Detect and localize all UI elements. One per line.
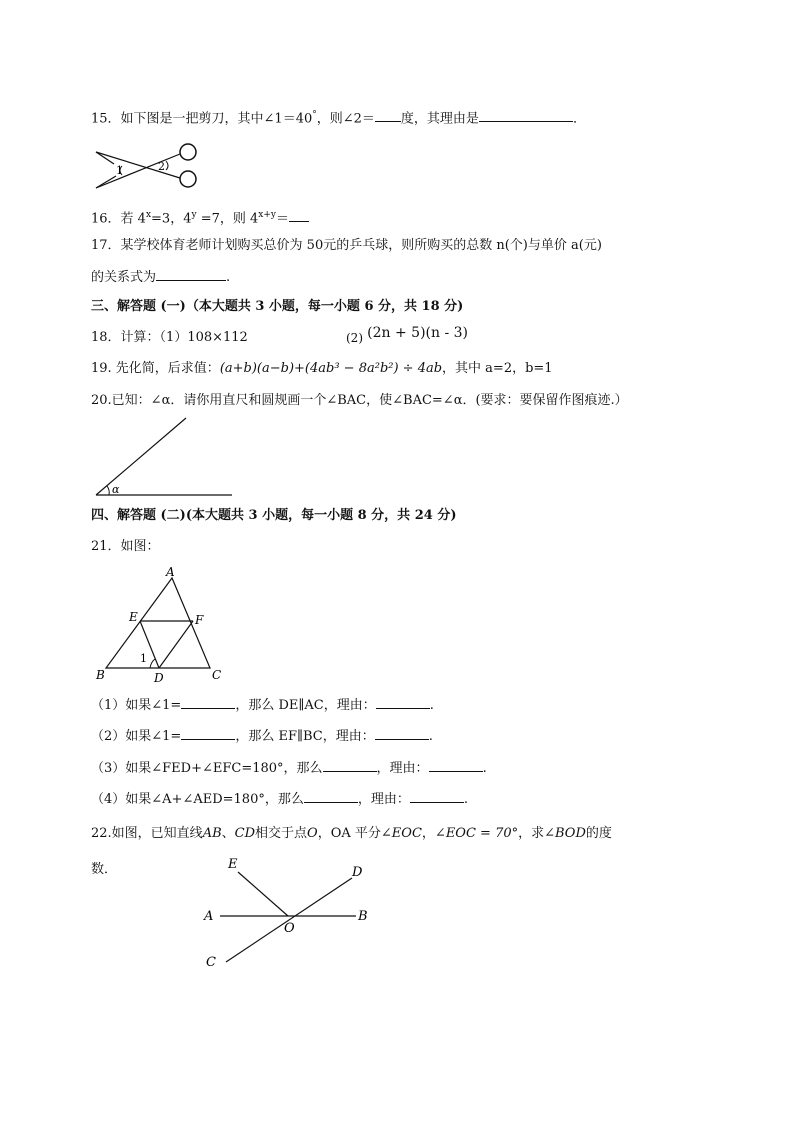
- q22-sep: 、: [221, 826, 235, 841]
- alpha-arc: [107, 486, 109, 495]
- q21-item-1-b: ，那么 DE∥AC，理由：: [235, 698, 376, 713]
- label-C: C: [212, 668, 222, 682]
- q21-item-2-a: （2）如果∠1=: [91, 729, 182, 744]
- angle-1-label: 1: [116, 164, 123, 177]
- line-cd: [226, 878, 352, 962]
- question-22-line2: 数．: [91, 862, 118, 877]
- q18-part2-expr: (2n + 5)(n - 3): [367, 325, 469, 341]
- label-D: D: [352, 865, 363, 880]
- q21-item-3-blank-1[interactable]: [323, 759, 377, 772]
- label-B: B: [96, 668, 105, 682]
- q22-text-f: 的度: [585, 826, 612, 841]
- question-19: [91, 360, 553, 378]
- q16-text-d: ＝: [275, 211, 289, 227]
- label-B: B: [358, 909, 368, 924]
- label-angle-1: 1: [140, 652, 147, 665]
- scissors-tip-1: [96, 152, 114, 164]
- q22-bod: ∠BOD: [544, 826, 586, 841]
- ray-oe: [238, 872, 288, 916]
- q22-text-d: ，: [421, 826, 435, 841]
- alpha-upper-ray: [96, 418, 186, 495]
- q15-text-d: ．: [572, 111, 586, 127]
- q21-item-2-blank-1[interactable]: [181, 727, 235, 740]
- q16-text-c: =7，则 4: [196, 211, 259, 227]
- q22-cd: CD: [234, 826, 256, 841]
- question-17-line1: 17．某学校体育老师计划购买总价为 50元的乒乓球，则所购买的总数 n(个)与单价 a(元): [91, 238, 602, 253]
- angle-alpha-figure: [94, 416, 236, 500]
- q16-sup-y: y: [191, 210, 197, 220]
- label-E: E: [129, 610, 138, 624]
- q21-item-1-blank-2[interactable]: [376, 696, 430, 709]
- label-F: F: [195, 613, 204, 627]
- label-D: D: [154, 671, 164, 685]
- question-15: [91, 106, 586, 128]
- q21-item-3-blank-2[interactable]: [429, 759, 483, 772]
- q16-sup-xy: x+y: [258, 210, 276, 220]
- q18-part2-label: (2): [346, 331, 363, 345]
- q22-eoc-value: ∠EOC = 70°: [434, 826, 519, 841]
- q17-text-a: 的关系式为: [91, 270, 157, 285]
- q16-sup-x: x: [145, 210, 152, 220]
- q15-text-c: 度，其理由是: [400, 111, 479, 127]
- angle-2-arc: [166, 161, 168, 170]
- q21-item-2-b: ，那么 EF∥BC，理由：: [235, 729, 375, 744]
- q21-item-3-a: （3）如果∠FED+∠EFC=180°，那么: [91, 761, 323, 776]
- q21-item-4-blank-2[interactable]: [410, 790, 464, 803]
- q19-prefix: 19. 先化简，后求值：: [91, 361, 220, 376]
- q21-item-4-b: ，理由：: [357, 792, 410, 807]
- q22-text-c: ，OA 平分: [317, 826, 381, 841]
- scissors-blade-2: [96, 154, 180, 188]
- section-3-heading: 三、解答题 (一)（本大题共 3 小题，每一小题 6 分，共 18 分): [91, 299, 464, 314]
- q22-o: O: [307, 826, 318, 841]
- q21-item-2-blank-2[interactable]: [375, 727, 429, 740]
- q16-text-a: 16．若 4: [91, 211, 146, 227]
- q16-text-b: =3，4: [151, 211, 192, 227]
- q21-item-1-blank-1[interactable]: [181, 696, 235, 709]
- q21-item-3-c: .: [482, 761, 487, 776]
- q15-blank-angle[interactable]: [375, 109, 401, 122]
- angle-2-label: 2: [158, 160, 165, 173]
- q21-item-3: [91, 759, 487, 778]
- q22-eoc: ∠EOC: [380, 826, 422, 841]
- question-21-title: 21．如图：: [91, 539, 160, 554]
- q21-item-4: [91, 790, 468, 809]
- question-16: [91, 206, 309, 228]
- q22-text-b: 相交于点: [255, 826, 308, 841]
- question-17-line2: [91, 268, 230, 287]
- triangle-figure: [92, 562, 232, 686]
- alpha-label: α: [112, 483, 120, 496]
- q17-text-b: .: [226, 270, 231, 285]
- q21-item-1-c: .: [429, 698, 434, 713]
- q15-degree: °: [312, 110, 317, 120]
- segment-fd: [159, 621, 193, 668]
- section-4-heading: 四、解答题 (二)(本大题共 3 小题，每一小题 8 分，共 24 分): [91, 508, 457, 523]
- label-A: A: [166, 565, 175, 579]
- scissors-handle-1: [180, 144, 196, 160]
- scissors-blade-1: [96, 152, 180, 178]
- scissors-figure: [94, 140, 204, 192]
- q22-text-e: ，求: [518, 826, 545, 841]
- label-C: C: [206, 955, 216, 970]
- q21-item-2: [91, 727, 433, 746]
- q21-item-1: [91, 696, 434, 715]
- q15-blank-reason[interactable]: [479, 109, 573, 122]
- q21-item-4-c: .: [463, 792, 468, 807]
- q19-suffix: ，其中 a=2，b=1: [442, 361, 553, 376]
- scissors-tip-2: [96, 176, 116, 188]
- label-O: O: [284, 921, 295, 936]
- question-22-line1: [91, 825, 612, 843]
- label-E: E: [228, 857, 238, 872]
- angle-1-arc: [150, 659, 155, 668]
- question-18: 18．计算：（1）108×112: [91, 330, 248, 345]
- scissors-handle-2: [180, 171, 196, 187]
- q15-text-b: ，则∠2＝: [316, 111, 375, 127]
- q15-text-a: 15．如下图是一把剪刀，其中∠1＝40: [91, 111, 313, 127]
- q21-item-4-a: （4）如果∠A+∠AED=180°，那么: [91, 792, 304, 807]
- intersecting-lines-figure: [198, 852, 378, 972]
- q18-part2: [346, 325, 469, 348]
- q19-expression: (a+b)(a−b)+(4ab³ − 8a²b²) ÷ 4ab: [219, 361, 443, 376]
- question-20: 20.已知：∠α．请你用直尺和圆规画一个∠BAC，使∠BAC=∠α．(要求：要保留作图痕迹.）: [91, 393, 628, 408]
- label-A: A: [204, 909, 214, 924]
- q16-blank[interactable]: [289, 209, 309, 222]
- q21-item-1-a: （1）如果∠1=: [91, 698, 182, 713]
- q21-item-3-b: ，理由：: [376, 761, 429, 776]
- q22-text-a: 22.如图，已知直线: [91, 826, 203, 841]
- q21-item-4-blank-1[interactable]: [304, 790, 358, 803]
- q17-blank[interactable]: [156, 268, 226, 281]
- q21-item-2-c: .: [428, 729, 433, 744]
- q22-ab: AB: [202, 826, 222, 841]
